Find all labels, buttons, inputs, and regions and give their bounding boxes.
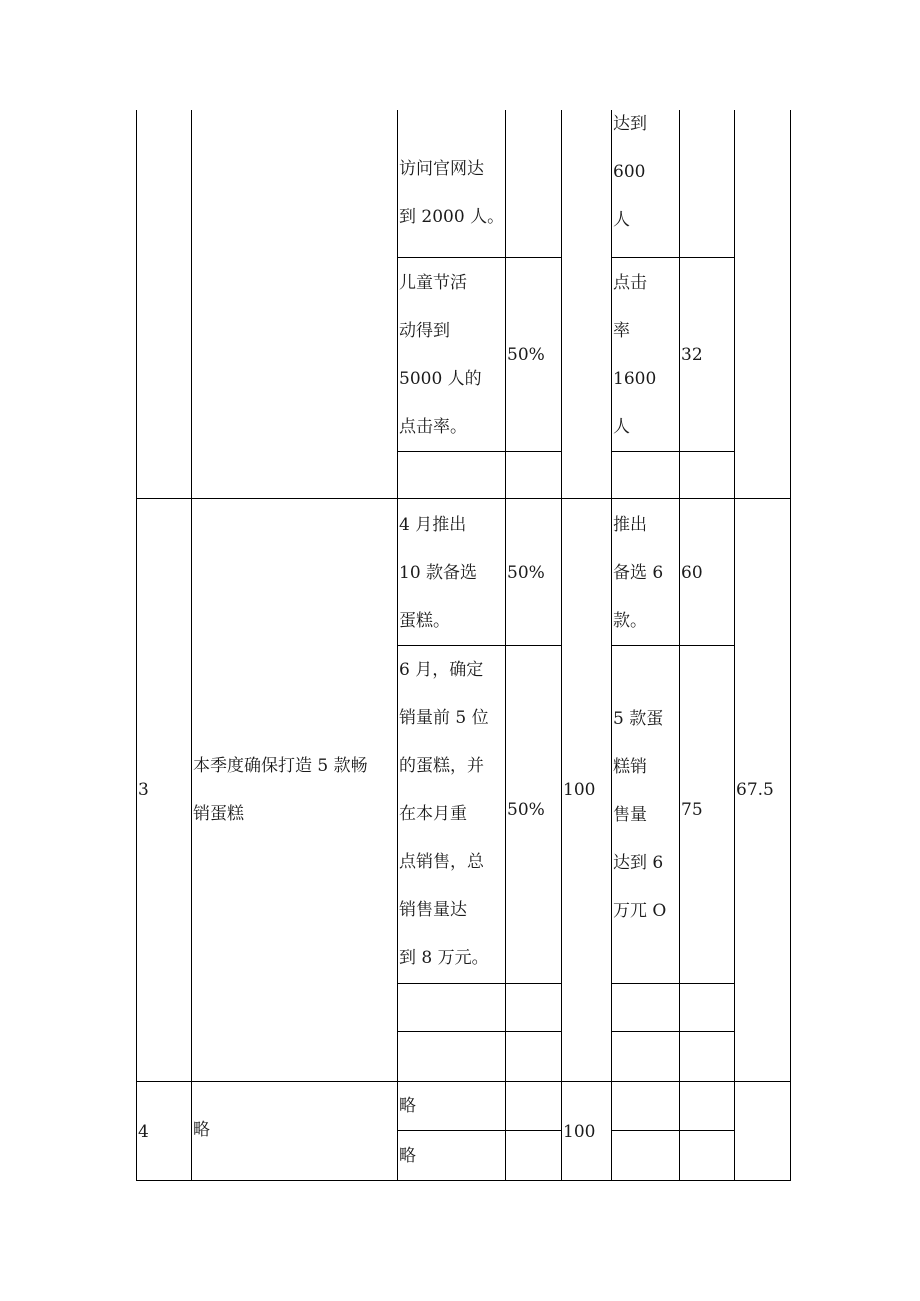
row-border [136, 498, 791, 499]
goal-text: 儿童节活 动得到 5000 人的 点击率。 [399, 273, 482, 437]
task-text: 略 [193, 1120, 210, 1140]
goal-text: 6 月，确定 销量前 5 位 的蛋糕，并 在本月重 点销售，总 销售量达 到 8 万元。 [399, 660, 489, 968]
final-score-cell [736, 766, 790, 814]
row-border [611, 1130, 735, 1131]
row-border [611, 983, 735, 984]
result-cell [613, 259, 679, 451]
row-border [611, 451, 735, 452]
goal-text: 略 [399, 1096, 416, 1116]
goal-text: 略 [399, 1146, 416, 1166]
result-cell [613, 695, 679, 935]
row-border [611, 1031, 735, 1032]
result-text: 点击 率 1600 人 [613, 273, 657, 437]
col-border [136, 110, 137, 1181]
weight-cell [507, 786, 561, 834]
total-text: 100 [563, 1122, 596, 1142]
goal-text: 4 月推出 10 款备选 蛋糕。 [399, 515, 478, 631]
row-number-cell [138, 766, 191, 814]
result-text: 达到 600 人 [613, 114, 647, 230]
score-cell [681, 331, 734, 379]
total-cell [563, 766, 611, 814]
result-text: 5 款蛋 糕销 售量 达到 6 万兀 O [613, 709, 667, 921]
row-border [397, 451, 562, 452]
goal-cell [399, 501, 505, 645]
col-border [790, 110, 791, 1181]
score-cell [681, 786, 734, 834]
score-cell [681, 549, 734, 597]
goal-cell [399, 145, 505, 241]
score-text: 75 [681, 800, 703, 820]
score-text: 32 [681, 345, 703, 365]
goal-cell [399, 259, 505, 451]
row-border [397, 983, 562, 984]
task-text: 本季度确保打造 5 款畅 销蛋糕 [193, 756, 368, 824]
weight-text: 50% [507, 800, 545, 820]
row-border [136, 1180, 791, 1181]
score-text: 60 [681, 563, 703, 583]
row-border [397, 1031, 562, 1032]
goal-cell [399, 646, 505, 982]
weight-text: 50% [507, 563, 545, 583]
weight-cell [507, 331, 561, 379]
task-cell [193, 1106, 397, 1154]
row-number-cell [138, 1108, 191, 1156]
goal-cell [399, 1132, 505, 1180]
row-number: 4 [138, 1122, 149, 1142]
row-border [397, 257, 562, 258]
result-cell [613, 100, 679, 244]
row-border [397, 1130, 562, 1131]
result-text: 推出 备选 6 款。 [613, 515, 664, 631]
total-text: 100 [563, 780, 596, 800]
row-border [611, 645, 735, 646]
goal-cell [399, 1082, 505, 1130]
final-score-text: 67.5 [736, 780, 774, 800]
task-cell [193, 742, 397, 838]
row-number: 3 [138, 780, 149, 800]
weight-cell [507, 549, 561, 597]
total-cell [563, 1108, 611, 1156]
goal-text: 访问官网达 到 2000 人。 [399, 159, 505, 227]
col-border [191, 110, 192, 1181]
weight-text: 50% [507, 345, 545, 365]
row-border [611, 257, 735, 258]
result-cell [613, 501, 679, 645]
